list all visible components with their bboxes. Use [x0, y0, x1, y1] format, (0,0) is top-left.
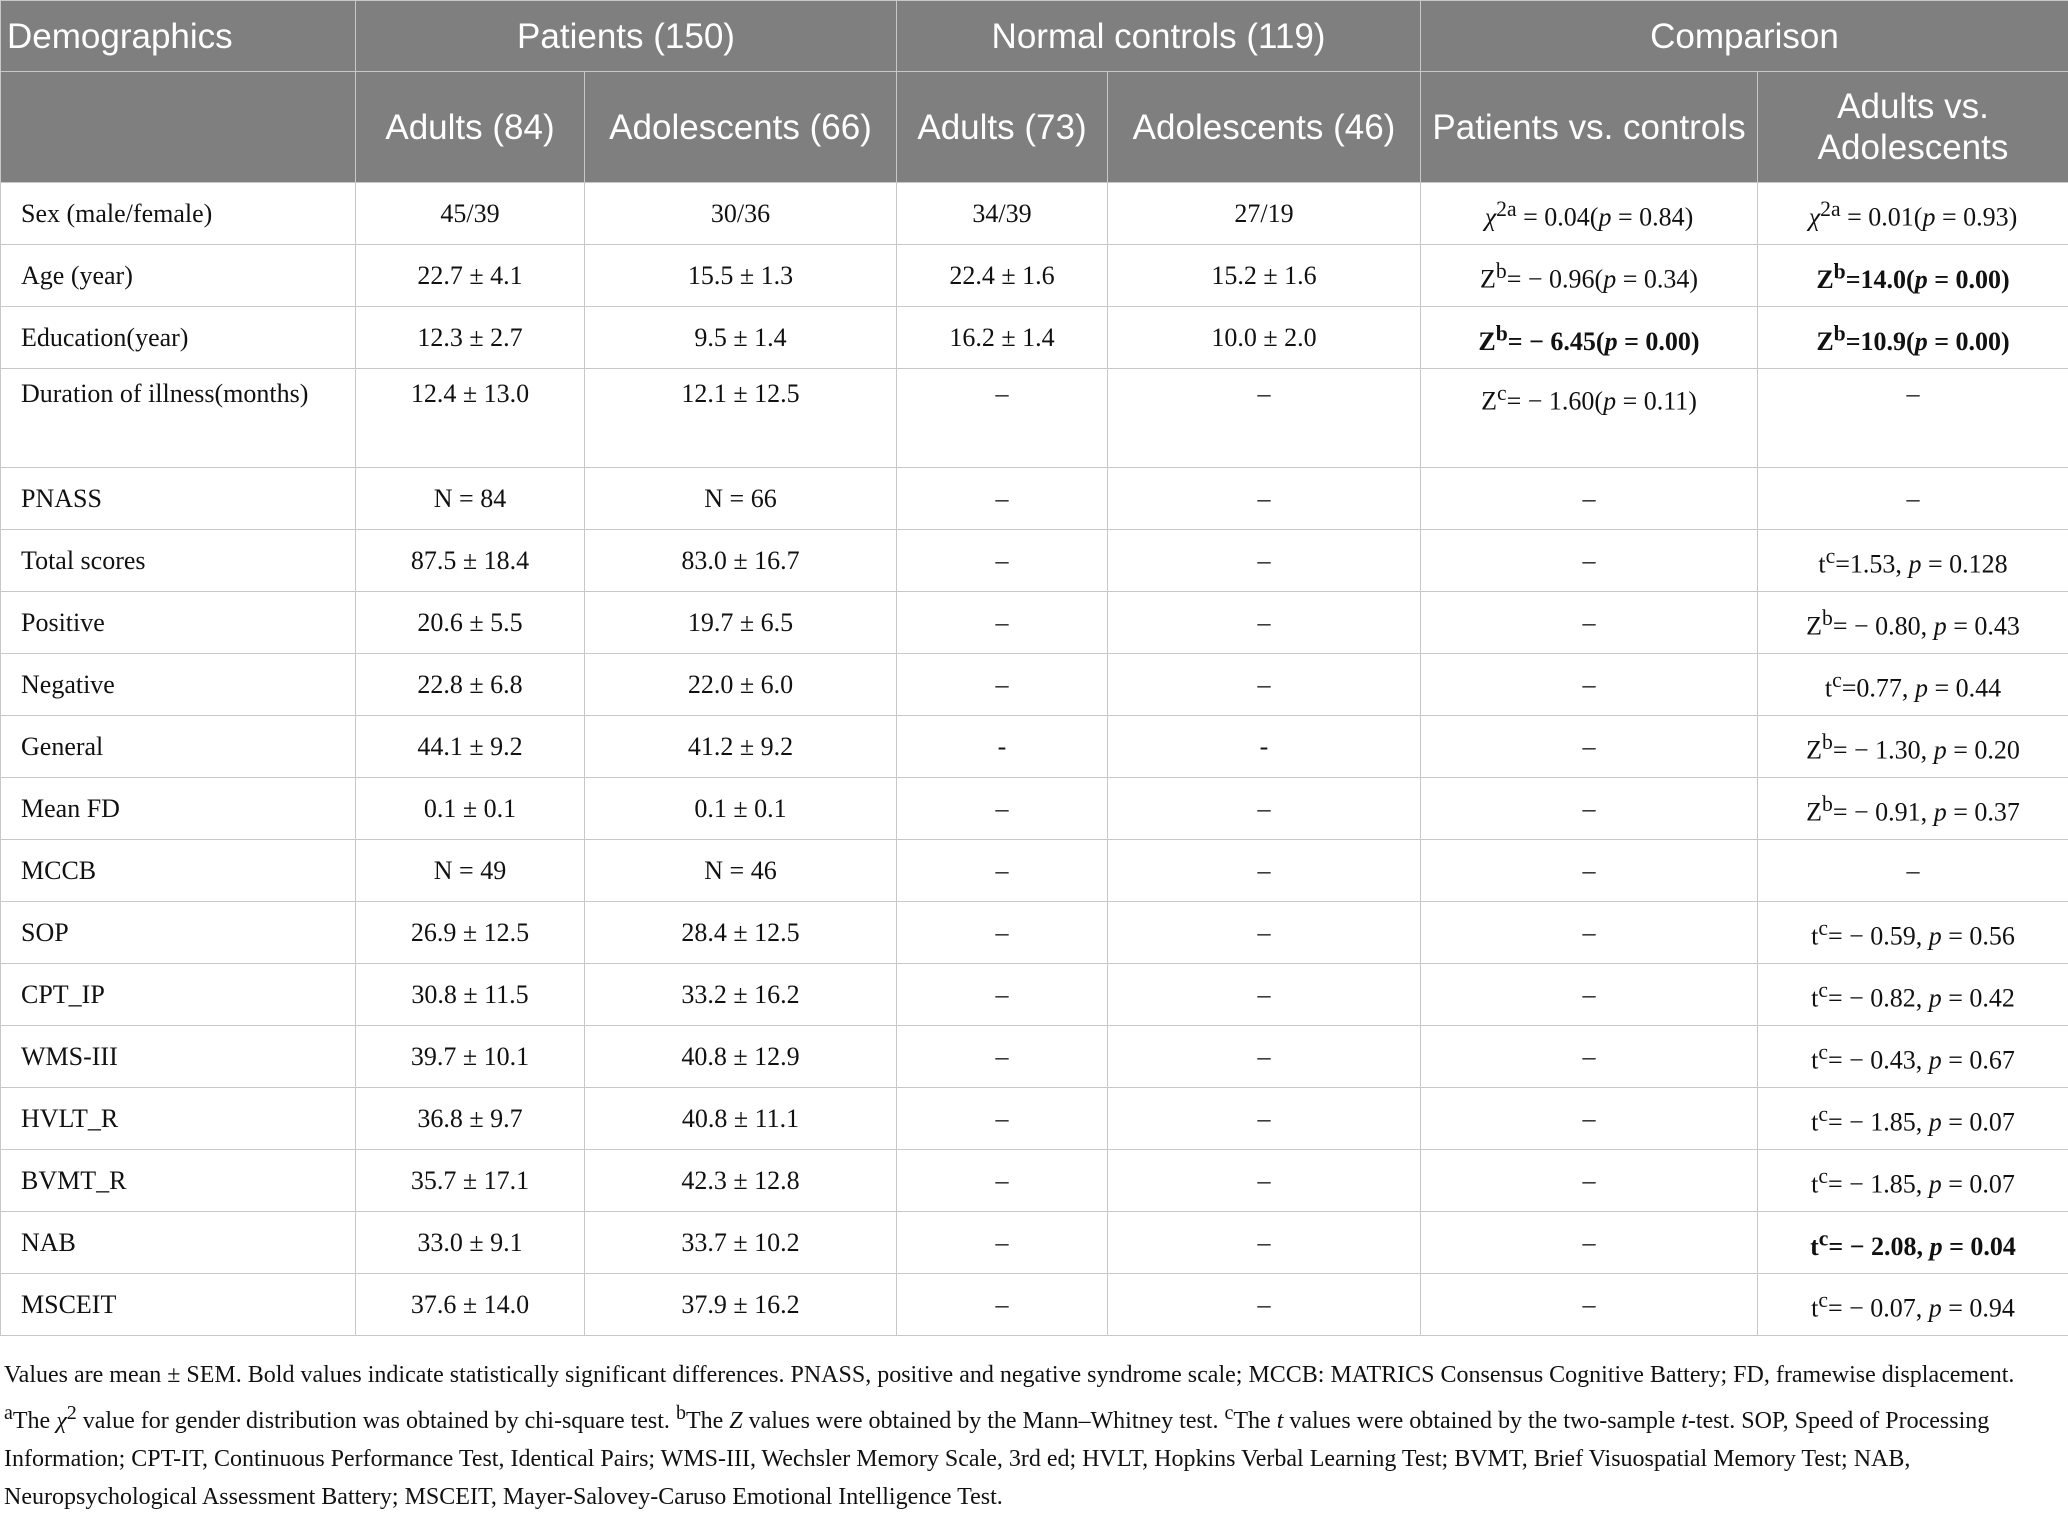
cell-c-adults: – — [897, 1150, 1108, 1212]
cell-p-adults: 26.9 ± 12.5 — [356, 902, 585, 964]
cell-c-adol: 15.2 ± 1.6 — [1108, 245, 1421, 307]
cell-cmp-pc: – — [1421, 716, 1758, 778]
cell-c-adults: – — [897, 778, 1108, 840]
header-patients-vs-controls: Patients vs. controls — [1421, 72, 1758, 183]
cell-c-adol: – — [1108, 1150, 1421, 1212]
table-row — [1, 1088, 2068, 1150]
cell-cmp-pc: – — [1421, 530, 1758, 592]
cell-cmp-aa: $t^c= - 1.85$, p = 0.07 — [1758, 1088, 2068, 1150]
cell-c-adults: – — [897, 840, 1108, 902]
cell-p-adults: 87.5 ± 18.4 — [356, 530, 585, 592]
table-row — [1, 840, 2068, 902]
cell-label: Age (year) — [1, 245, 356, 307]
cell-label: Mean FD — [1, 778, 356, 840]
cell-cmp-pc: – — [1421, 654, 1758, 716]
cell-c-adol: – — [1108, 840, 1421, 902]
cell-c-adol: - — [1108, 716, 1421, 778]
cell-cmp-pc: – — [1421, 1212, 1758, 1274]
cell-p-adults: 35.7 ± 17.1 — [356, 1150, 585, 1212]
header-patients-adolescents: Adolescents (66) — [585, 72, 897, 183]
cell-c-adults: – — [897, 530, 1108, 592]
cell-cmp-aa: $\chi^{2a} = 0.01(p = 0.93)$ — [1758, 183, 2068, 245]
cell-p-adol: 9.5 ± 1.4 — [585, 307, 897, 369]
table-footnote: Values are mean ± SEM. Bold values indicate statistically significant differences. PNASS, positive and negative syndrome scale; MCCB: MATRICS Consensus Cognitive Battery; FD, framewise displacement. $^a$The $\chi^2$ value for gender distribution was obtained by chi-square test. $^b$The Z values were obtained by the Mann–Whitney test. $^c$The t values were obtained by the two-sample t-test. SOP, Speed of Processing Information; CPT-IT, Continuous Performance Test, Identical Pairs; WMS-III, Wechsler Memory Scale, 3rd ed; HVLT, Hopkins Verbal Learning Test; BVMT, Brief Visuospatial Memory Test; NAB, Neuropsychological Assessment Battery; MSCEIT, Mayer-Salovey-Caruso Emotional Intelligence Test. — [0, 1356, 2054, 1516]
table-row — [1, 778, 2068, 840]
cell-p-adol: 40.8 ± 11.1 — [585, 1088, 897, 1150]
cell-cmp-pc: – — [1421, 964, 1758, 1026]
cell-p-adol: 12.1 ± 12.5 — [585, 369, 897, 468]
cell-c-adults: – — [897, 592, 1108, 654]
table-row — [1, 654, 2068, 716]
cell-label: MSCEIT — [1, 1274, 356, 1336]
cell-p-adults: 44.1 ± 9.2 — [356, 716, 585, 778]
cell-label: PNASS — [1, 468, 356, 530]
cell-cmp-pc: – — [1421, 778, 1758, 840]
cell-p-adults: 20.6 ± 5.5 — [356, 592, 585, 654]
cell-cmp-aa: $t^c= - 0.82$, p = 0.42 — [1758, 964, 2068, 1026]
cell-label: BVMT_R — [1, 1150, 356, 1212]
cell-label: CPT_IP — [1, 964, 356, 1026]
cell-label: HVLT_R — [1, 1088, 356, 1150]
cell-cmp-aa: $t^c= - 0.59$, p = 0.56 — [1758, 902, 2068, 964]
cell-label: Negative — [1, 654, 356, 716]
cell-cmp-pc: – — [1421, 1088, 1758, 1150]
cell-cmp-aa: $Z^b= - 0.80$, p = 0.43 — [1758, 592, 2068, 654]
table-row — [1, 369, 2068, 468]
cell-c-adol: – — [1108, 654, 1421, 716]
cell-p-adults: 12.4 ± 13.0 — [356, 369, 585, 468]
header-demographics: Demographics — [1, 1, 356, 72]
cell-c-adol: 27/19 — [1108, 183, 1421, 245]
cell-cmp-aa: $Z^b= - 1.30$, p = 0.20 — [1758, 716, 2068, 778]
cell-p-adults: 45/39 — [356, 183, 585, 245]
cell-cmp-pc: – — [1421, 1026, 1758, 1088]
header-row-subgroups — [1, 72, 2068, 183]
cell-c-adults: – — [897, 1212, 1108, 1274]
cell-c-adol: – — [1108, 592, 1421, 654]
header-patients-group: Patients (150) — [356, 1, 897, 72]
cell-c-adol: – — [1108, 369, 1421, 468]
cell-cmp-aa: $t^c= - 0.43$, p = 0.67 — [1758, 1026, 2068, 1088]
cell-c-adults: 34/39 — [897, 183, 1108, 245]
header-controls-adolescents: Adolescents (46) — [1108, 72, 1421, 183]
cell-c-adults: - — [897, 716, 1108, 778]
table-row — [1, 468, 2068, 530]
cell-c-adol: – — [1108, 530, 1421, 592]
cell-p-adults: 22.7 ± 4.1 — [356, 245, 585, 307]
cell-cmp-pc: – — [1421, 468, 1758, 530]
cell-p-adol: 22.0 ± 6.0 — [585, 654, 897, 716]
cell-p-adults: 36.8 ± 9.7 — [356, 1088, 585, 1150]
table-row — [1, 1026, 2068, 1088]
header-adults-vs-adolescents: Adults vs. Adolescents — [1758, 72, 2068, 183]
cell-cmp-pc: $Z^b= - 6.45(p = 0.00)$ — [1421, 307, 1758, 369]
cell-c-adults: – — [897, 369, 1108, 468]
cell-p-adol: 41.2 ± 9.2 — [585, 716, 897, 778]
cell-cmp-aa: $Z^b=10.9(p = 0.00)$ — [1758, 307, 2068, 369]
cell-label: Education(year) — [1, 307, 356, 369]
header-row-groups — [1, 1, 2068, 72]
cell-c-adults: – — [897, 1274, 1108, 1336]
cell-cmp-pc: $Z^b= - 0.96(p = 0.34)$ — [1421, 245, 1758, 307]
cell-c-adults: 16.2 ± 1.4 — [897, 307, 1108, 369]
cell-c-adults: – — [897, 1088, 1108, 1150]
table-row — [1, 183, 2068, 245]
cell-label: Sex (male/female) — [1, 183, 356, 245]
table-row — [1, 307, 2068, 369]
cell-p-adol: 28.4 ± 12.5 — [585, 902, 897, 964]
cell-p-adults: 39.7 ± 10.1 — [356, 1026, 585, 1088]
header-controls-adults: Adults (73) — [897, 72, 1108, 183]
cell-c-adults: – — [897, 902, 1108, 964]
cell-c-adol: – — [1108, 468, 1421, 530]
cell-p-adol: 15.5 ± 1.3 — [585, 245, 897, 307]
cell-c-adol: – — [1108, 1274, 1421, 1336]
header-blank — [1, 72, 356, 183]
cell-label: Positive — [1, 592, 356, 654]
cell-p-adol: 83.0 ± 16.7 — [585, 530, 897, 592]
cell-p-adults: 22.8 ± 6.8 — [356, 654, 585, 716]
table-row — [1, 902, 2068, 964]
cell-cmp-pc: – — [1421, 1150, 1758, 1212]
header-patients-adults: Adults (84) — [356, 72, 585, 183]
cell-label: WMS-III — [1, 1026, 356, 1088]
cell-cmp-aa: $t^c= - 0.07$, p = 0.94 — [1758, 1274, 2068, 1336]
cell-label: Total scores — [1, 530, 356, 592]
cell-cmp-pc: $\chi^{2a} = 0.04(p = 0.84)$ — [1421, 183, 1758, 245]
cell-p-adults: 33.0 ± 9.1 — [356, 1212, 585, 1274]
cell-c-adults: – — [897, 1026, 1108, 1088]
cell-label: NAB — [1, 1212, 356, 1274]
cell-c-adults: 22.4 ± 1.6 — [897, 245, 1108, 307]
cell-cmp-pc: – — [1421, 840, 1758, 902]
cell-label: Duration of illness(months) — [1, 369, 356, 468]
cell-p-adol: 33.2 ± 16.2 — [585, 964, 897, 1026]
cell-label: General — [1, 716, 356, 778]
cell-cmp-pc: – — [1421, 592, 1758, 654]
cell-c-adol: – — [1108, 1088, 1421, 1150]
table-row — [1, 1274, 2068, 1336]
cell-cmp-pc: $Z^c= - 1.60(p = 0.11)$ — [1421, 369, 1758, 468]
cell-p-adults: 37.6 ± 14.0 — [356, 1274, 585, 1336]
cell-c-adol: 10.0 ± 2.0 — [1108, 307, 1421, 369]
cell-c-adol: – — [1108, 964, 1421, 1026]
cell-p-adol: 40.8 ± 12.9 — [585, 1026, 897, 1088]
table-row — [1, 1212, 2068, 1274]
cell-p-adults: 12.3 ± 2.7 — [356, 307, 585, 369]
cell-p-adol: 42.3 ± 12.8 — [585, 1150, 897, 1212]
cell-p-adol: 0.1 ± 0.1 — [585, 778, 897, 840]
cell-c-adol: – — [1108, 1212, 1421, 1274]
cell-cmp-aa: $Z^b=14.0(p = 0.00)$ — [1758, 245, 2068, 307]
cell-label: SOP — [1, 902, 356, 964]
cell-cmp-aa: – — [1758, 369, 2068, 468]
cell-c-adults: – — [897, 964, 1108, 1026]
cell-cmp-aa: $Z^b= - 0.91$, p = 0.37 — [1758, 778, 2068, 840]
header-controls-group: Normal controls (119) — [897, 1, 1421, 72]
cell-cmp-pc: – — [1421, 902, 1758, 964]
cell-cmp-aa: $t^c= - 2.08$, p = 0.04 — [1758, 1212, 2068, 1274]
cell-p-adults: 30.8 ± 11.5 — [356, 964, 585, 1026]
cell-c-adults: – — [897, 468, 1108, 530]
cell-cmp-aa: $t^c= - 1.85$, p = 0.07 — [1758, 1150, 2068, 1212]
cell-p-adol: N = 46 — [585, 840, 897, 902]
cell-p-adol: 37.9 ± 16.2 — [585, 1274, 897, 1336]
cell-label: MCCB — [1, 840, 356, 902]
cell-cmp-pc: – — [1421, 1274, 1758, 1336]
cell-cmp-aa: – — [1758, 468, 2068, 530]
cell-cmp-aa: $t^c=1.53$, p = 0.128 — [1758, 530, 2068, 592]
table-row — [1, 592, 2068, 654]
cell-p-adults: N = 49 — [356, 840, 585, 902]
cell-c-adol: – — [1108, 902, 1421, 964]
table-row — [1, 530, 2068, 592]
cell-p-adol: 19.7 ± 6.5 — [585, 592, 897, 654]
table-row — [1, 1150, 2068, 1212]
cell-p-adults: N = 84 — [356, 468, 585, 530]
table-row — [1, 716, 2068, 778]
cell-p-adol: 30/36 — [585, 183, 897, 245]
cell-p-adol: N = 66 — [585, 468, 897, 530]
cell-c-adol: – — [1108, 1026, 1421, 1088]
cell-p-adol: 33.7 ± 10.2 — [585, 1212, 897, 1274]
cell-cmp-aa: – — [1758, 840, 2068, 902]
header-comparison-group: Comparison — [1421, 1, 2068, 72]
cell-cmp-aa: $t^c=0.77$, p = 0.44 — [1758, 654, 2068, 716]
table-row — [1, 964, 2068, 1026]
cell-c-adults: – — [897, 654, 1108, 716]
cell-p-adults: 0.1 ± 0.1 — [356, 778, 585, 840]
table-row — [1, 245, 2068, 307]
table-body — [1, 183, 2068, 1336]
cell-c-adol: – — [1108, 778, 1421, 840]
